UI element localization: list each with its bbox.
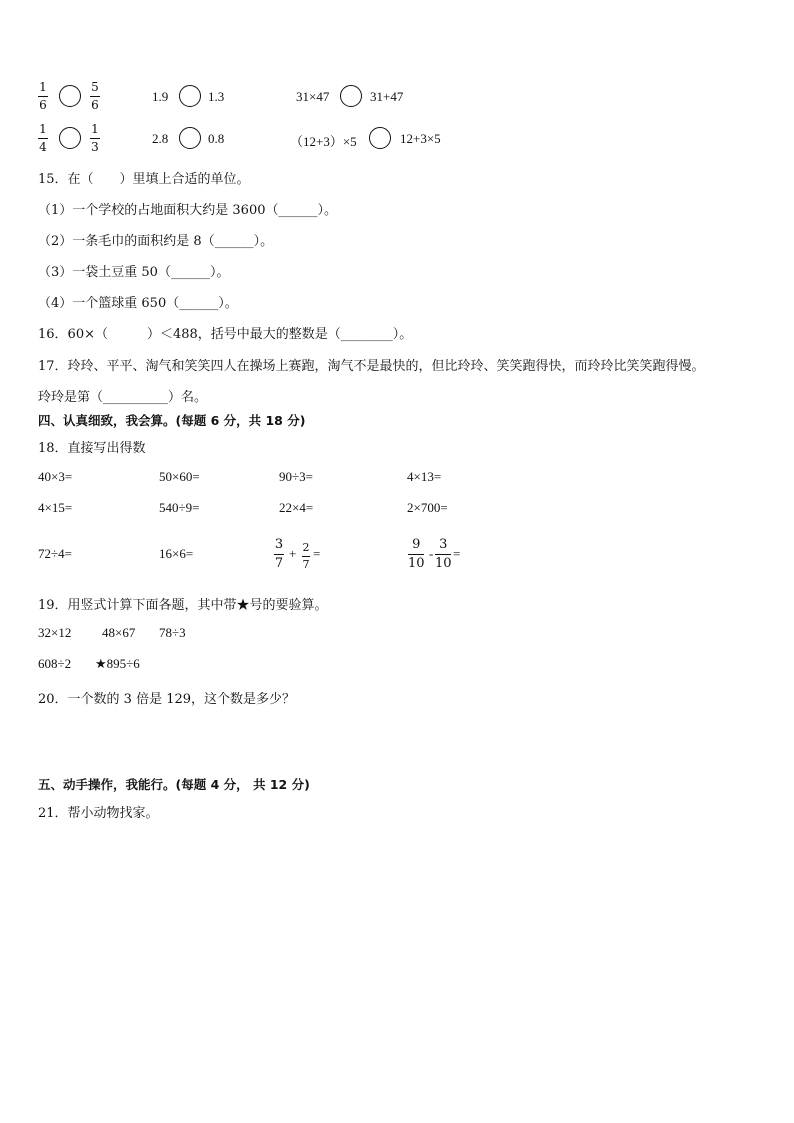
vertical-calc: 32×12 bbox=[38, 625, 72, 640]
oral-calc: 4×15= bbox=[38, 500, 73, 515]
vertical-calc: 608÷2 bbox=[38, 656, 72, 671]
question-15-item-4: （4）一个篮球重 650（______）。 bbox=[38, 296, 238, 311]
question-20: 20．一个数的 3 倍是 129，这个数是多少？ bbox=[38, 692, 296, 707]
compare-left: 1.9 bbox=[152, 89, 169, 104]
denominator: 3 bbox=[91, 140, 99, 154]
question-21: 21．帮小动物找家。 bbox=[38, 806, 159, 821]
oral-calc: 16×6= bbox=[159, 546, 194, 561]
denominator: 7 bbox=[302, 558, 310, 571]
question-15-item-1: （1）一个学校的占地面积大约是 3600（______）。 bbox=[38, 203, 337, 218]
vertical-calc: 48×67 bbox=[102, 625, 136, 640]
numerator: 1 bbox=[39, 80, 47, 94]
numerator: 1 bbox=[91, 122, 99, 136]
compare-right: 0.8 bbox=[208, 131, 225, 146]
question-17-line-1: 17．玲玲、平平、淘气和笑笑四人在操场上赛跑，淘气不是最快的，但比玲玲、笑笑跑得快，而玲玲比笑笑跑得慢。 bbox=[38, 359, 705, 374]
fraction-3-10 bbox=[435, 537, 452, 571]
question-18-title: 18．直接写出得数 bbox=[38, 441, 146, 456]
compare-circle[interactable] bbox=[179, 85, 201, 107]
compare-left: 2.8 bbox=[152, 131, 169, 146]
fraction-3-7 bbox=[274, 537, 284, 571]
denominator: 10 bbox=[408, 556, 425, 571]
oral-calc: 72÷4= bbox=[38, 546, 72, 561]
denominator: 10 bbox=[435, 556, 452, 571]
oral-calc: 90÷3= bbox=[279, 469, 313, 484]
question-16: 16．60×（ ）＜488，括号中最大的整数是（________）。 bbox=[38, 327, 413, 342]
compare-left: （12+3）×5 bbox=[290, 134, 357, 149]
oral-calc: 540÷9= bbox=[159, 500, 200, 515]
question-15-item-3: （3）一袋土豆重 50（______）。 bbox=[38, 265, 230, 280]
fraction-2-7 bbox=[302, 541, 310, 571]
compare-right: 1.3 bbox=[208, 89, 225, 104]
oral-calc: 2×700= bbox=[407, 500, 448, 515]
vertical-calc-starred: ★895÷6 bbox=[95, 656, 140, 671]
fraction-5-6 bbox=[90, 80, 100, 112]
numerator: 9 bbox=[412, 537, 421, 552]
fraction-9-10 bbox=[408, 537, 425, 571]
fraction-1-3 bbox=[90, 122, 100, 154]
section-4-heading: 四、认真细致，我会算。(每题 6 分，共 18 分) bbox=[38, 413, 306, 428]
question-15-title: 15．在（ ）里填上合适的单位。 bbox=[38, 172, 250, 187]
oral-calc: 22×4= bbox=[279, 500, 314, 515]
minus-operator: - bbox=[429, 546, 434, 561]
fraction-1-6 bbox=[38, 80, 48, 112]
fraction-1-4 bbox=[38, 122, 48, 154]
vertical-calc: 78÷3 bbox=[159, 625, 186, 640]
plus-operator: + bbox=[289, 546, 297, 561]
compare-circle[interactable] bbox=[179, 127, 201, 149]
denominator: 4 bbox=[39, 140, 47, 154]
denominator: 6 bbox=[91, 98, 99, 112]
compare-circle[interactable] bbox=[59, 127, 81, 149]
question-15-item-2: （2）一条毛巾的面积约是 8（______）。 bbox=[38, 234, 274, 249]
oral-calc: 40×3= bbox=[38, 469, 73, 484]
section-5-heading: 五、动手操作，我能行。(每题 4 分， 共 12 分) bbox=[38, 777, 310, 792]
compare-left: 31×47 bbox=[296, 89, 330, 104]
question-19-title: 19．用竖式计算下面各题，其中带★号的要验算。 bbox=[38, 598, 328, 613]
equals-sign: = bbox=[313, 546, 321, 561]
compare-circle[interactable] bbox=[340, 85, 362, 107]
oral-calc: 4×13= bbox=[407, 469, 442, 484]
numerator: 2 bbox=[302, 541, 310, 554]
compare-right: 31+47 bbox=[370, 89, 404, 104]
oral-calc: 50×60= bbox=[159, 469, 200, 484]
numerator: 5 bbox=[91, 80, 99, 94]
question-17-line-2: 玲玲是第（__________）名。 bbox=[38, 390, 208, 405]
numerator: 3 bbox=[274, 537, 284, 552]
numerator: 3 bbox=[439, 537, 448, 552]
equals-sign: = bbox=[453, 546, 461, 561]
compare-right: 12+3×5 bbox=[400, 131, 441, 146]
compare-circle[interactable] bbox=[59, 85, 81, 107]
denominator: 7 bbox=[274, 556, 284, 571]
numerator: 1 bbox=[39, 122, 47, 136]
denominator: 6 bbox=[39, 98, 47, 112]
compare-circle[interactable] bbox=[369, 127, 391, 149]
